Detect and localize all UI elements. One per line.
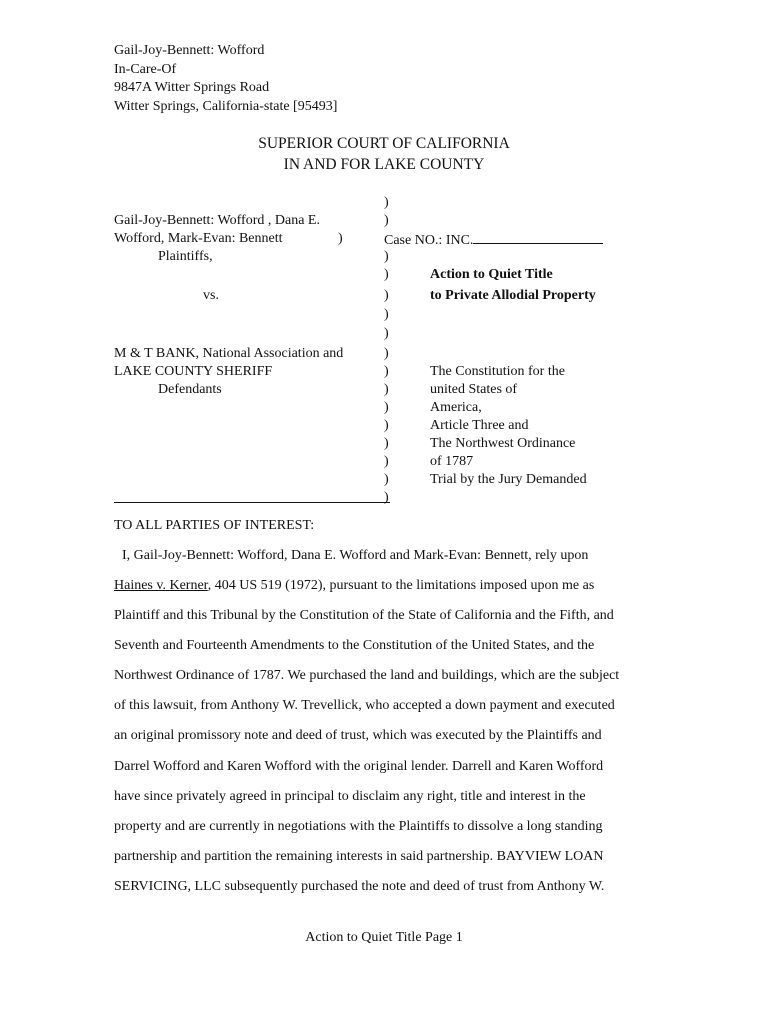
caption-paren: ): [384, 418, 389, 433]
body-line: an original promissory note and deed of trust, which was executed by the Plaintiffs and: [114, 728, 602, 743]
caption-paren: ): [384, 490, 389, 505]
caption-paren: ): [384, 346, 389, 361]
caption-paren: ): [384, 288, 389, 303]
caption-stray-paren: ): [338, 231, 343, 246]
body-line: Northwest Ordinance of 1787. We purchased the land and buildings, which are the subject: [114, 668, 620, 683]
sender-name: Gail-Joy-Bennett: Wofford: [114, 43, 265, 58]
caption-paren: ): [384, 326, 389, 341]
defendants-names-line2: LAKE COUNTY SHERIFF: [114, 364, 273, 379]
body-line: I, Gail-Joy-Bennett: Wofford, Dana E. Wofford and Mark-Evan: Bennett, rely upon: [122, 548, 589, 563]
body-line-citation: [114, 578, 594, 594]
authority-line: America,: [430, 400, 482, 415]
court-title-line1: SUPERIOR COURT OF CALIFORNIA: [258, 135, 510, 152]
defendants-role: Defendants: [158, 382, 222, 397]
body-line: Plaintiff and this Tribunal by the Constitution of the State of California and the Fifth, and: [114, 608, 614, 623]
authority-line: of 1787: [430, 454, 474, 469]
case-citation: Haines v. Kerner: [114, 578, 208, 593]
authority-line: Trial by the Jury Demanded: [430, 472, 587, 487]
body-line-rest: , 404 US 519 (1972), pursuant to the limitations imposed upon me as: [207, 578, 595, 593]
caption-divider-rule: [114, 502, 390, 503]
caption-paren: ): [384, 382, 389, 397]
sender-city-state: Witter Springs, California-state [95493]: [114, 98, 338, 114]
caption-paren: ): [384, 307, 389, 322]
action-title-line1: Action to Quiet Title: [430, 267, 553, 282]
authority-line: The Northwest Ordinance: [430, 436, 576, 451]
sender-street: 9847A Witter Springs Road: [114, 80, 270, 95]
body-line: SERVICING, LLC subsequently purchased the note and deed of trust from Anthony W.: [114, 879, 605, 894]
body-line: partnership and partition the remaining interests in said partnership. BAYVIEW LOAN: [114, 849, 604, 864]
body-line: Darrel Wofford and Karen Wofford with the original lender. Darrell and Karen Wofford: [114, 759, 604, 774]
caption-paren: ): [384, 364, 389, 379]
caption-paren: ): [384, 436, 389, 451]
body-line: have since privately agreed in principal to disclaim any right, title and interest in the: [114, 789, 586, 804]
caption-paren: ): [384, 249, 389, 264]
body-line: property and are currently in negotiations with the Plaintiffs to dissolve a long standing: [114, 819, 603, 834]
defendants-names-line1: M & T BANK, National Association and: [114, 346, 344, 361]
body-line: Seventh and Fourteenth Amendments to the Constitution of the United States, and the: [114, 638, 595, 653]
caption-paren: ): [384, 454, 389, 469]
page-footer: Action to Quiet Title Page 1: [305, 930, 463, 945]
versus-label: vs.: [203, 288, 219, 303]
caption-paren: ): [384, 400, 389, 415]
plaintiffs-role: Plaintiffs,: [158, 249, 213, 264]
authority-line: The Constitution for the: [430, 364, 565, 379]
body-line: of this lawsuit, from Anthony W. Trevellick, who accepted a down payment and executed: [114, 698, 615, 713]
authority-line: Article Three and: [430, 418, 529, 433]
caption-paren: ): [384, 267, 389, 282]
sender-care-of: In-Care-Of: [114, 61, 177, 77]
case-number-field: [384, 230, 603, 250]
salutation: TO ALL PARTIES OF INTEREST:: [114, 518, 315, 533]
sender-address-block: [114, 42, 337, 116]
caption-paren: ): [384, 213, 389, 228]
caption-paren: ): [384, 472, 389, 487]
court-title-line2: IN AND FOR LAKE COUNTY: [283, 156, 485, 173]
case-number-label: Case NO.: INC.: [384, 233, 474, 248]
plaintiffs-names-line1: Gail-Joy-Bennett: Wofford , Dana E.: [114, 213, 320, 228]
action-title-line2: to Private Allodial Property: [430, 288, 596, 303]
case-number-blank: [473, 230, 603, 244]
authority-line: united States of: [430, 382, 518, 397]
caption-paren: ): [384, 195, 389, 210]
plaintiffs-names-line2: Wofford, Mark-Evan: Bennett: [114, 231, 283, 246]
